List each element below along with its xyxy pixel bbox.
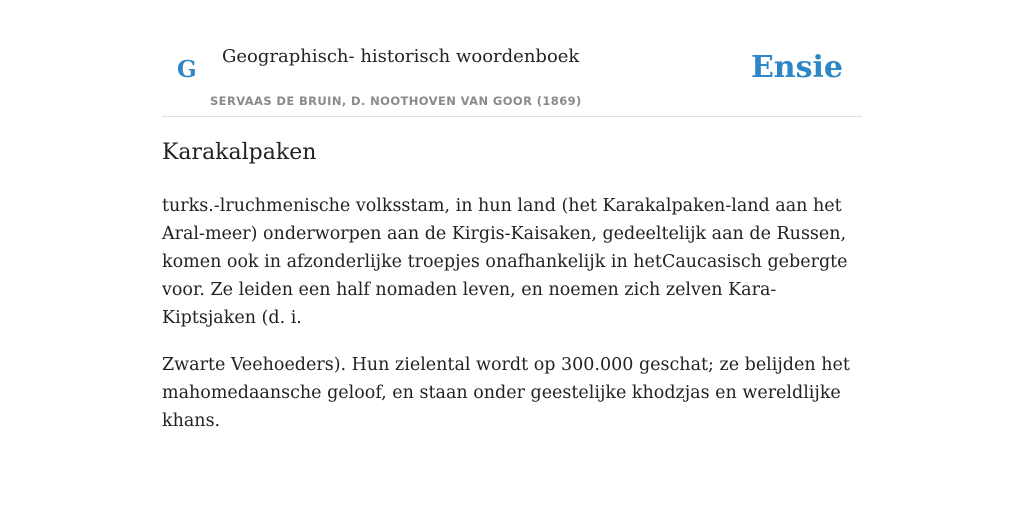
entry-body <box>162 192 862 454</box>
entry-paragraph: turks.-lruchmenische volksstam, in hun land (het Karakalpaken-land aan het Aral-meer) onderworpen aan de Kirgis-Kaisaken, gedeeltelijk aan de Russen, komen ook in afzonderlijke troepjes onafhankelijk in hetCaucasisch gebergte voor. Ze leiden een half nomaden leven, en noemen zich zelven Kara-Kiptsjaken (d. i. <box>162 196 848 328</box>
book-title[interactable]: Geographisch- historisch woordenboek <box>222 46 580 67</box>
book-author: SERVAAS DE BRUIN, D. NOOTHOVEN VAN GOOR (1869) <box>210 94 582 108</box>
book-header <box>162 0 862 117</box>
entry-title: Karakalpaken <box>162 140 317 165</box>
page <box>162 0 862 431</box>
book-letter-icon: G <box>177 56 197 83</box>
ensie-logo[interactable]: Ensie <box>750 50 843 85</box>
entry-paragraph: Zwarte Veehoeders). Hun zielental wordt op 300.000 geschat; ze belijden het mahomedaansche geloof, en staan onder geestelijke khodzjas en wereldlijke khans. <box>162 355 850 431</box>
